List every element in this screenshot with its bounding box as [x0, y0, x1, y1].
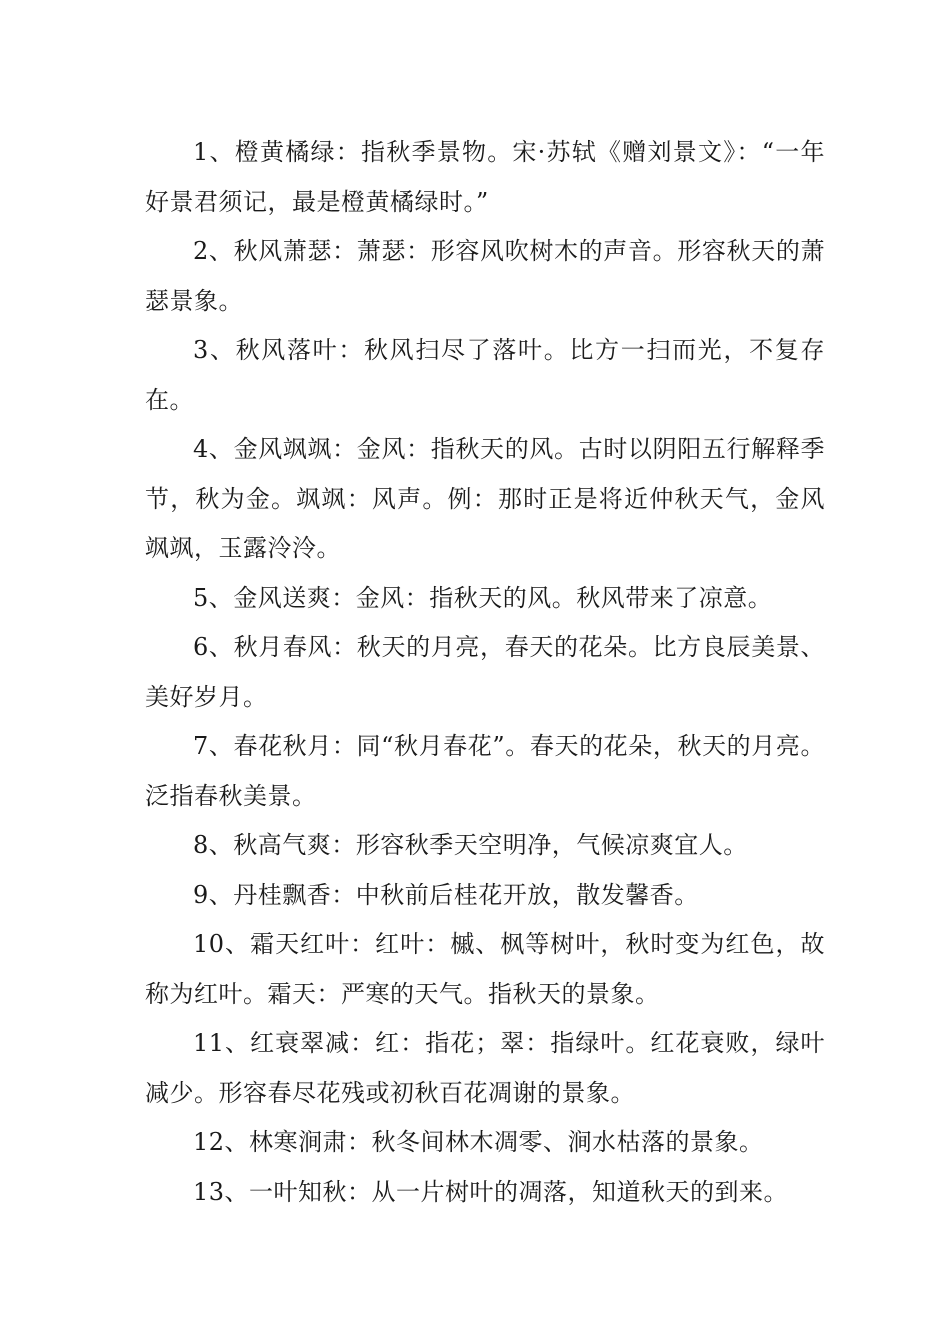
paragraph-13: 13、一叶知秋：从一片树叶的凋落，知道秋天的到来。: [193, 1177, 789, 1206]
paragraph-4: 4、金风飒飒：金风：指秋天的风。古时以阴阳五行解释季节，秋为金。飒飒：风声。例：那时正是将近仲秋天气，金风飒飒，玉露泠泠。: [145, 435, 825, 562]
paragraph-5: 5、金风送爽：金风：指秋天的风。秋风带来了凉意。: [193, 583, 773, 612]
paragraph-3: 3、秋风落叶：秋风扫尽了落叶。比方一扫而光，不复存在。: [145, 336, 825, 414]
paragraph-7: 7、春花秋月：同“秋月春花”。春天的花朵，秋天的月亮。泛指春秋美景。: [145, 732, 825, 810]
paragraph-10: 10、霜天红叶：红叶：槭、枫等树叶，秋时变为红色，故称为红叶。霜天：严寒的天气。指秋天的景象。: [145, 930, 825, 1008]
paragraph-8: 8、秋高气爽：形容秋季天空明净，气候凉爽宜人。: [193, 831, 748, 859]
paragraph-12: 12、林寒涧肃：秋冬间林木凋零、涧水枯落的景象。: [193, 1128, 764, 1156]
paragraph-2: 2、秋风萧瑟：萧瑟：形容风吹树木的声音。形容秋天的萧瑟景象。: [145, 237, 825, 315]
paragraph-6: 6、秋月春风：秋天的月亮，春天的花朵。比方良辰美景、美好岁月。: [145, 633, 825, 711]
paragraph-9: 9、丹桂飘香：中秋前后桂花开放，散发馨香。: [193, 880, 699, 909]
paragraph-1: 1、橙黄橘绿：指秋季景物。宋·苏轼《赠刘景文》：“一年好景君须记，最是橙黄橘绿时。”: [145, 138, 825, 216]
document-body: [145, 128, 825, 1217]
paragraph-11: 11、红衰翠减：红：指花；翠：指绿叶。红花衰败，绿叶减少。形容春尽花残或初秋百花凋谢的景象。: [145, 1029, 825, 1107]
